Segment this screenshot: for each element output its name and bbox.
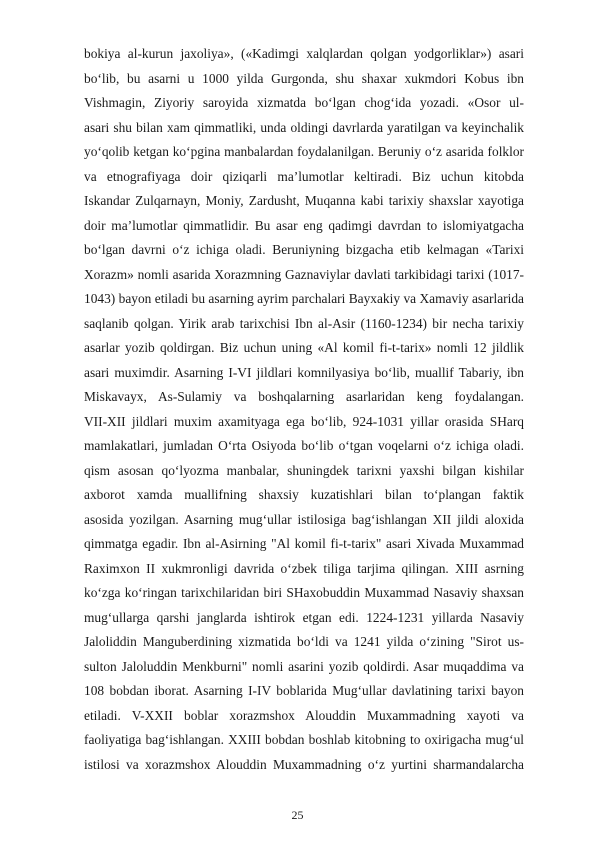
text-line: asarlar yozib qoldirgan. Biz uchun uning «Al komil fi-t-tarix» nomli 12 jildlik bbox=[84, 340, 524, 355]
text-line: asari shu bilan xam qimmatliki, unda oldingi davrlarda yaratilgan va keyinchalik bbox=[84, 119, 524, 135]
text-line: axborot xamda muallifning shaxsiy kuzatishlari bilan to‘plangan faktik bbox=[84, 487, 524, 502]
text-line: 108 bobdan iborat. Asarning I-IV boblarida Mug‘ullar davlatining tarixi bayon bbox=[84, 683, 524, 698]
text-line: VII-XII jildlari muxim axamityaga ega bo‘lib, 924-1031 yillar orasida SHarq bbox=[84, 413, 524, 429]
text-line: bokiya al-kurun jaxoliya», («Kadimgi xalqlardan qolgan yodgorliklar») asari bbox=[84, 46, 524, 61]
text-line: saqlanib qolgan. Yirik arab tarixchisi Ibn al-Asir (1160-1234) bir necha tarixiy bbox=[84, 315, 524, 331]
text-line: mug‘ullarga qarshi janglarda ishtirok etgan edi. 1224-1231 yillarda Nasaviy bbox=[84, 609, 524, 625]
text-line: asari muximdir. Asarning I-VI jildlari komnilyasiya bo‘lib, muallif Tabariy, ibn bbox=[84, 364, 524, 380]
text-line: doir ma’lumotlar qimmatlidir. Bu asar eng qadimgi davrdan to islomiyatgacha bbox=[84, 217, 524, 233]
text-line: va etnografiyaga doir qiziqarli ma’lumotlar keltiradi. Biz uchun kitobda bbox=[84, 168, 524, 184]
page-number: 25 bbox=[291, 808, 304, 822]
text-line: faoliyatiga bag‘ishlangan. XXIII bobdan boshlab kitobning to oxirigacha mug‘ul bbox=[84, 732, 524, 747]
text-line: bo‘lib, bu asarni u 1000 yilda Gurgonda, shu shaxar xukmdori Kobus ibn bbox=[84, 70, 524, 86]
text-line: Miskavayx, As-Sulamiy va boshqalarning asarlaridan keng foydalangan. bbox=[84, 389, 524, 404]
text-line: Vishmagin, Ziyoriy saroyida xizmatda bo‘lgan chog‘ida yozadi. «Osor ul- bbox=[84, 95, 524, 110]
text-line: Xorazm» nomli asarida Xorazmning Gaznaviylar davlati tarkibidagi tarixi (1017- bbox=[84, 266, 524, 282]
body-text bbox=[84, 42, 524, 777]
text-line: sulton Jaloluddin Menkburni" nomli asarini yozib qoldirdi. Asar muqaddima va bbox=[84, 658, 524, 674]
text-line: istilosi va xorazmshox Alouddin Muxammadning o‘z yurtini sharmandalarcha bbox=[84, 756, 524, 772]
text-line: qism asosan qo‘lyozma manbalar, shuningdek tarixni yaxshi bilgan kishilar bbox=[84, 462, 524, 478]
text-line: etiladi. V-XXII boblar xorazmshox Alouddin Muxammadning xayoti va bbox=[84, 707, 524, 723]
text-line: qimmatga egadir. Ibn al-Asirning "Al komil fi-t-tarix" asari Xivada Muxammad bbox=[84, 536, 524, 551]
text-line: asosida yozilgan. Asarning mug‘ullar istilosiga bag‘ishlangan XII jildi aloxida bbox=[84, 511, 524, 527]
text-line: Jaloliddin Manguberdining xizmatida bo‘ldi va 1241 yilda o‘zining "Sirot us- bbox=[84, 634, 524, 649]
text-line: yo‘qolib ketgan ko‘pgina manbalardan foydalanilgan. Beruniy o‘z asarida folklor bbox=[84, 144, 524, 159]
text-line: bo‘lgan davrni o‘z ichiga oladi. Beruniyning bizgacha etib kelmagan «Tarixi bbox=[84, 242, 524, 257]
text-line: Iskandar Zulqarnayn, Moniy, Zardusht, Muqanna kabi tarixiy shaxslar xayotiga bbox=[84, 193, 524, 208]
text-line: Raximxon II xukmronligi davrida o‘zbek tiliga tarjima qilingan. XIII asrning bbox=[84, 560, 524, 576]
text-line: mamlakatlari, jumladan O‘rta Osiyoda bo‘lib o‘tgan voqelarni o‘z ichiga oladi. bbox=[84, 438, 524, 453]
text-line: ko‘zga ko‘ringan tarixchilaridan biri SHaxobuddin Muxammad Nasaviy shaxsan bbox=[84, 585, 524, 600]
text-line: 1043) bayon etiladi bu asarning ayrim parchalari Bayxakiy va Xamaviy asarlarida bbox=[84, 291, 524, 306]
